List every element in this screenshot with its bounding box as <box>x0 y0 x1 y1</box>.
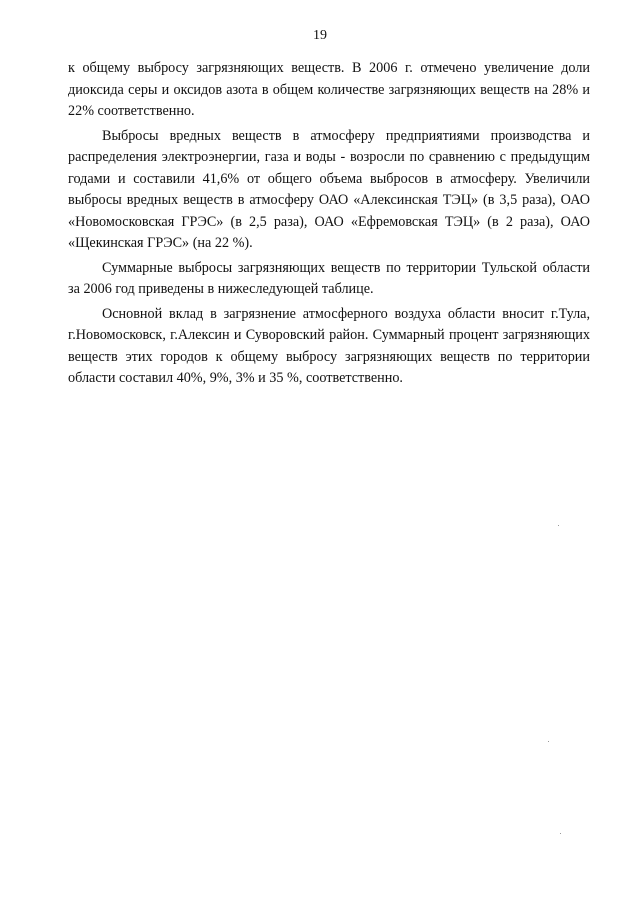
page-number: 19 <box>313 28 327 43</box>
paragraph-main-contributors: Основной вклад в загрязнение атмосферного воздуха области вносит г.Тула, г.Новомосковск, г.Алексин и Суворовский район. Суммарный процент загрязняющих веществ этих городов к общему выбросу загрязняющих веществ по территории области составил 40%, 9%, 3% и 35 %, соответственно. <box>68 305 590 386</box>
body-text <box>68 58 590 393</box>
scan-speck <box>548 741 549 742</box>
paragraph-emission-share: к общему выбросу загрязняющих веществ. В 2006 г. отмечено увеличение доли диоксида серы и оксидов азота в общем количестве загрязняющих веществ на 28% и 22% соответственно. <box>68 60 590 119</box>
paragraph-energy-sector: Выбросы вредных веществ в атмосферу предприятиями производства и распределения электроэнергии, газа и воды - возросли по сравнению с предыдущим годами и составили 41,6% от общего объема выбросов в атмосферу. Увеличили выбросы вредных веществ в атмосферу ОАО «Алексинская ТЭЦ» (в 3,5 раза), ОАО «Новомосковская ГРЭС» (в 2,5 раза), ОАО «Ефремовская ТЭЦ» (в 2 раза), ОАО «Щекинская ГРЭС» (на 22 %). <box>68 127 590 251</box>
scan-speck <box>560 833 561 834</box>
paragraph-table-reference: Суммарные выбросы загрязняющих веществ по территории Тульской области за 2006 год приведены в нижеследующей таблице. <box>68 259 590 297</box>
scan-speck <box>558 525 559 526</box>
